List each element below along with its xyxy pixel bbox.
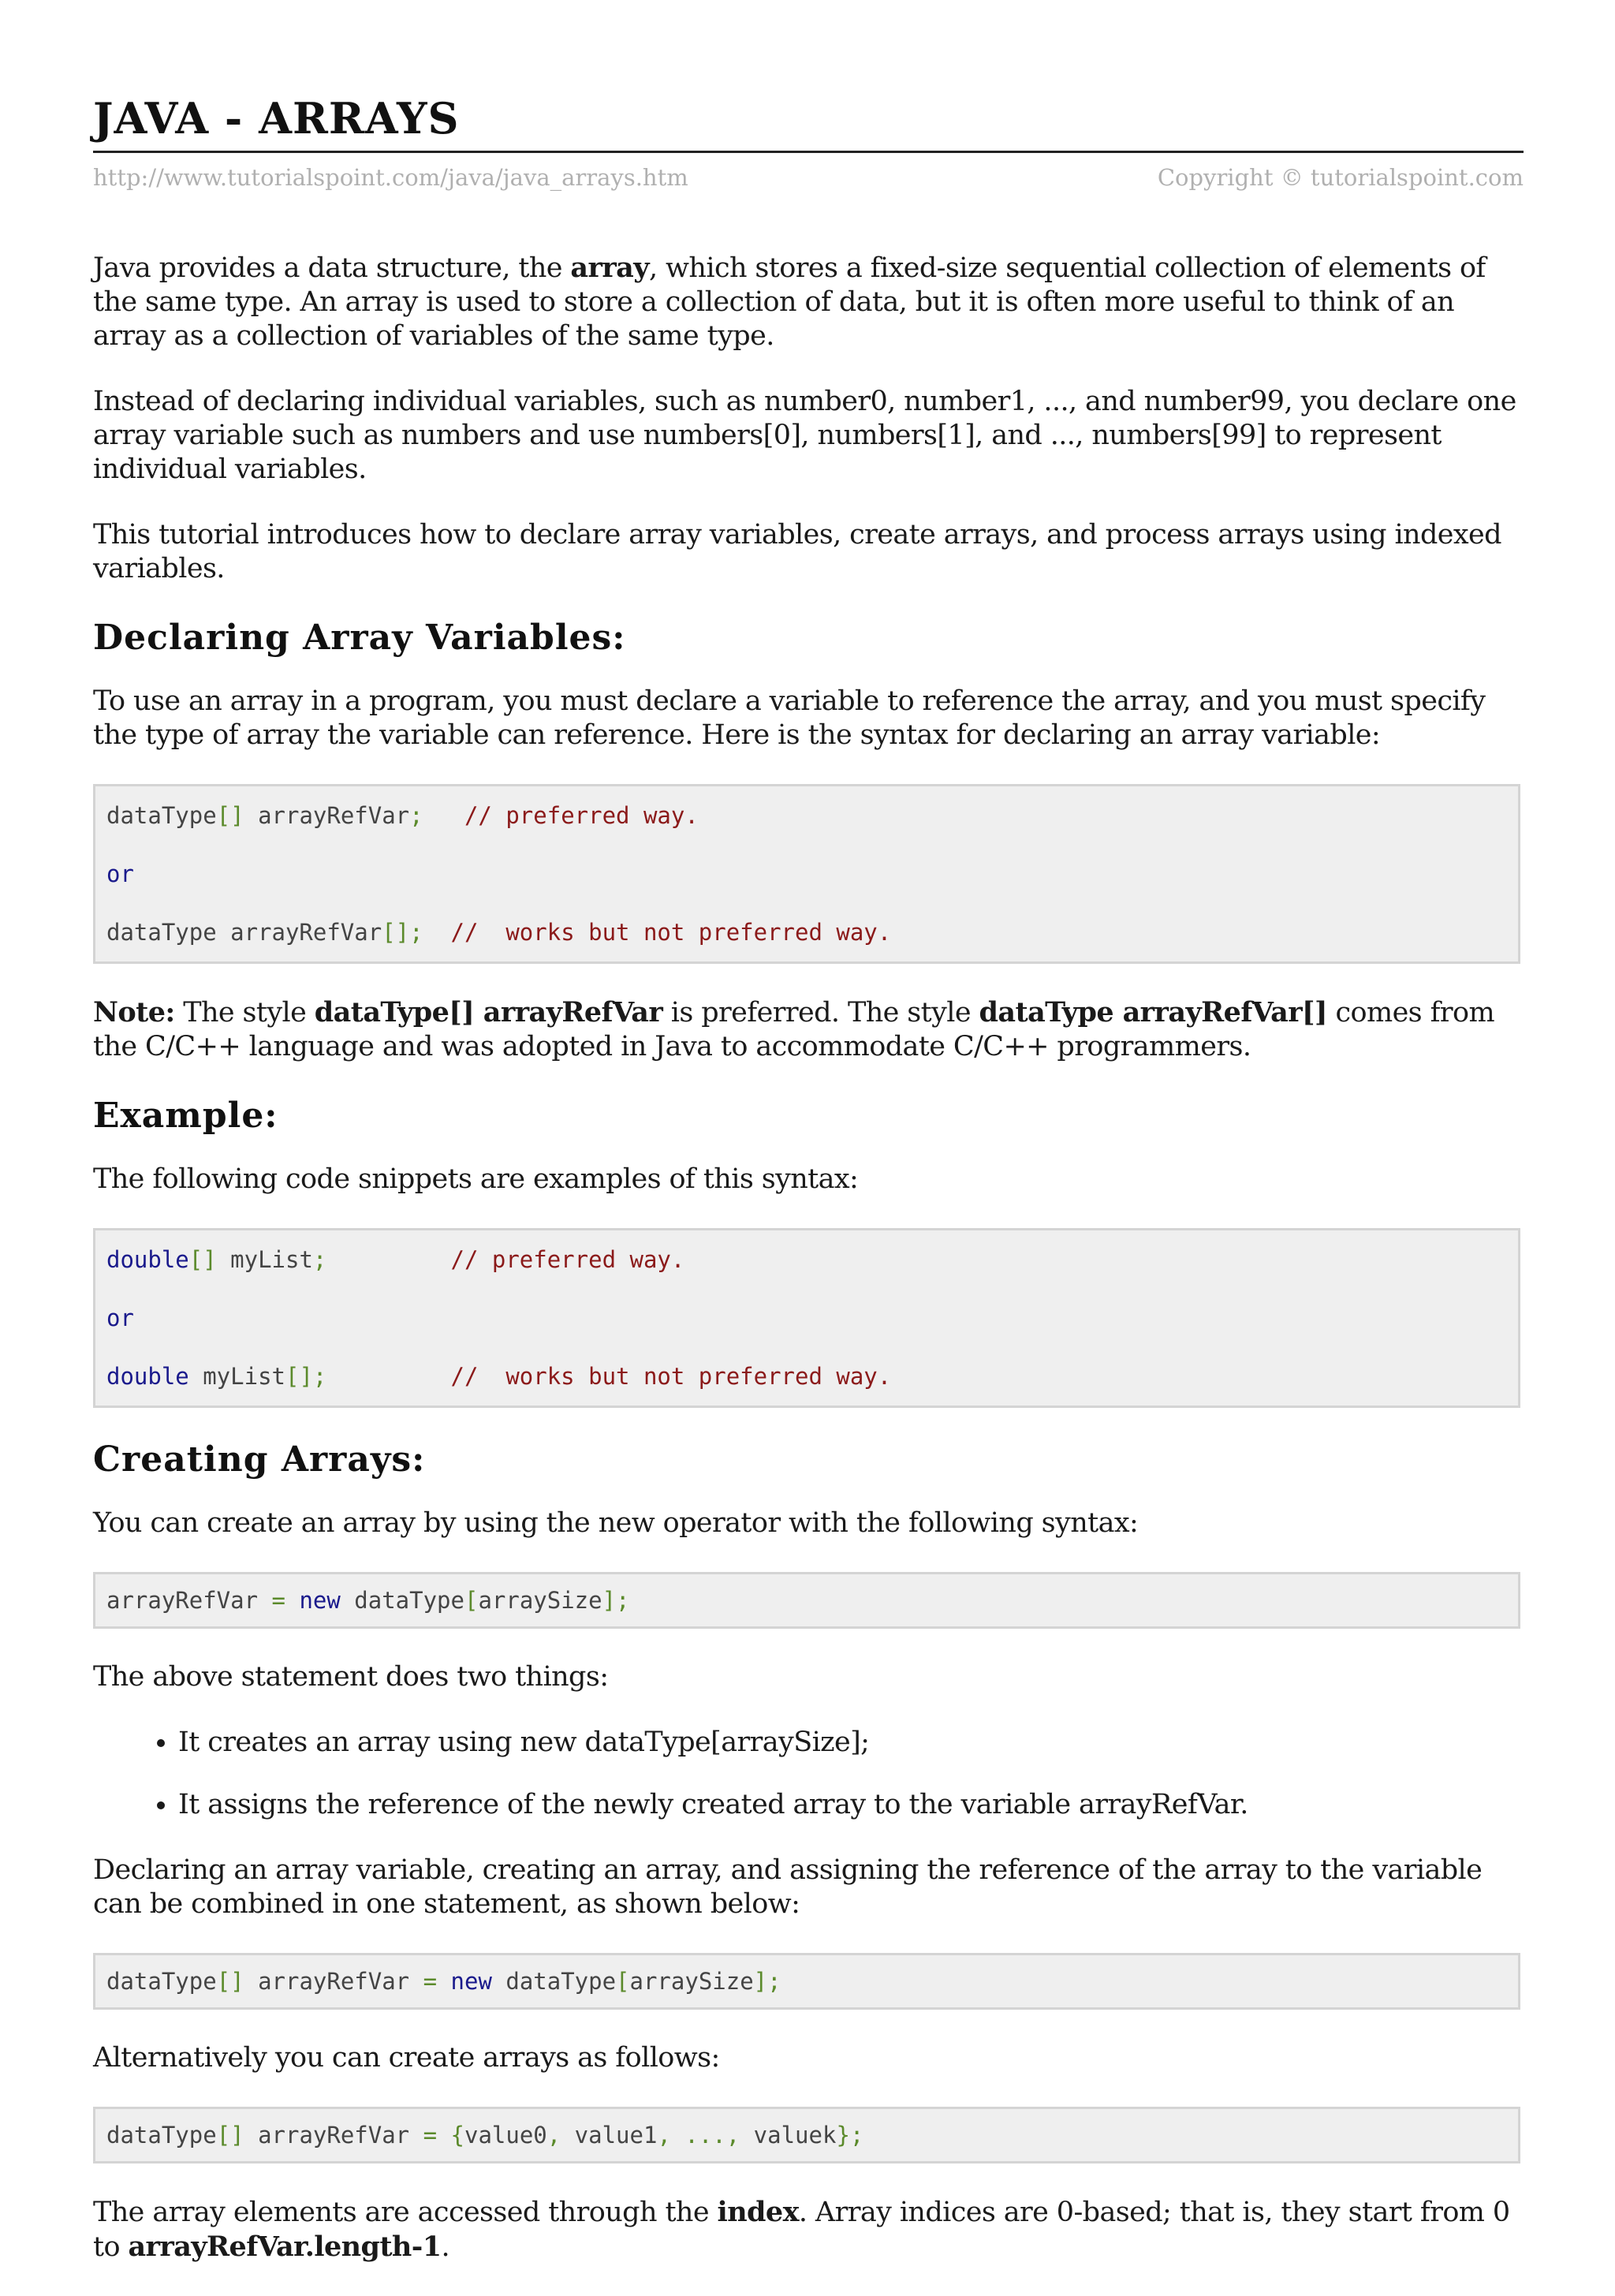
heading-declaring: Declaring Array Variables:	[93, 618, 626, 658]
example-paragraph: The following code snippets are examples of this syntax:	[93, 1163, 859, 1195]
code-comment: // works but not preferred way.	[423, 919, 892, 946]
code-line	[106, 2119, 1507, 2152]
creating-paragraph-3: Declaring an array variable, creating an array, and assigning the reference of the array to the variable can be combined in one statement, as shown below:	[93, 1854, 1483, 1920]
list-item: • It assigns the reference of the newly created array to the variable arrayRefVar.	[178, 1788, 1524, 1822]
code-line-or: or	[106, 1305, 134, 1331]
page-title: JAVA - ARRAYS	[93, 93, 460, 144]
code-token: []	[188, 1246, 217, 1273]
note-bold: dataType arrayRefVar[]	[979, 996, 1327, 1029]
note-text: The style	[174, 997, 315, 1029]
code-keyword: new	[437, 1968, 492, 1995]
code-token: []	[216, 802, 244, 829]
code-token: value0	[464, 2122, 547, 2149]
list-item: • It creates an array using new dataType[arraySize];	[178, 1726, 1524, 1760]
index-bold: arrayRefVar.length-1	[128, 2231, 442, 2263]
intro-text: Java provides a data structure, the	[93, 252, 571, 284]
code-token: arraySize	[629, 1968, 754, 1995]
index-text: .	[441, 2231, 449, 2263]
creating-paragraph-4: Alternatively you can create arrays as follows:	[93, 2042, 720, 2074]
code-token: ;	[312, 1246, 327, 1273]
source-url[interactable]: http://www.tutorialspoint.com/java/java_arrays.htm	[93, 164, 688, 191]
code-block-new	[93, 1572, 1520, 1629]
code-token: dataType	[106, 1968, 217, 1995]
note-bold: dataType[] arrayRefVar	[314, 996, 663, 1029]
code-token: [];	[382, 919, 423, 946]
code-token: dataType	[491, 1968, 617, 1995]
code-token: =	[423, 2122, 438, 2149]
intro-paragraph-1	[93, 251, 1524, 353]
code-token: dataType	[106, 802, 217, 829]
code-line	[106, 1965, 1507, 1998]
code-keyword: double	[106, 1363, 189, 1390]
code-token: ,	[546, 2122, 561, 2149]
code-token: ;	[409, 802, 423, 829]
code-token: arrayRefVar	[244, 802, 410, 829]
declaring-paragraph: To use an array in a program, you must declare a variable to reference the array, and you must specify the type of array the variable can reference. Here is the syntax for declaring an array variable:	[93, 685, 1486, 751]
copyright-notice: Copyright © tutorialspoint.com	[1157, 164, 1524, 191]
note-paragraph	[93, 995, 1524, 1064]
code-keyword: new	[285, 1587, 341, 1614]
code-block-initializer	[93, 2107, 1520, 2163]
code-line	[106, 1584, 1507, 1617]
code-line	[106, 796, 1507, 854]
note-text: comes from the C/C++ language and was adopted in Java to accommodate C/C++ programmers.	[93, 997, 1495, 1062]
creating-paragraph-2: The above statement does two things:	[93, 1661, 609, 1693]
intro-text: , which stores a fixed-size sequential collection of elements of the same type. An array is used to store a collection of data, but it is often more useful to think of an array as a collection of variables of the same type.	[93, 252, 1486, 352]
code-token: dataType	[340, 1587, 464, 1614]
code-token: ...	[670, 2122, 726, 2149]
code-token: myList	[216, 1246, 313, 1273]
heading-creating: Creating Arrays:	[93, 1439, 426, 1480]
code-token: []	[216, 1968, 244, 1995]
code-token: dataType arrayRefVar	[106, 919, 382, 946]
code-token: ,	[657, 2122, 671, 2149]
article-body	[93, 251, 1524, 2296]
code-token: value1	[561, 2122, 658, 2149]
creating-bullet-list	[93, 1726, 1524, 1822]
code-token: arrayRefVar	[106, 1587, 272, 1614]
code-token: ];	[753, 1968, 781, 1995]
code-block-declaring	[93, 784, 1520, 964]
heading-example: Example:	[93, 1096, 278, 1136]
note-text: is preferred. The style	[662, 997, 979, 1029]
code-token: arraySize	[478, 1587, 602, 1614]
code-token: arrayRefVar	[244, 1968, 423, 1995]
code-line	[106, 1240, 1507, 1298]
intro-bold-array: array	[570, 252, 649, 284]
code-token: dataType	[106, 2122, 217, 2149]
index-paragraph	[93, 2195, 1524, 2264]
index-bold: index	[717, 2196, 799, 2228]
code-token: =	[271, 1587, 285, 1614]
code-comment: // works but not preferred way.	[326, 1363, 892, 1390]
code-token: arrayRefVar	[244, 2122, 423, 2149]
code-token: {	[437, 2122, 464, 2149]
index-text: . Array indices are 0-based; that is, they start from 0 to	[93, 2197, 1510, 2263]
code-comment: // preferred way.	[326, 1246, 685, 1273]
code-token: };	[836, 2122, 864, 2149]
code-token: []	[216, 2122, 244, 2149]
code-token: [];	[285, 1363, 327, 1390]
code-block-combined	[93, 1953, 1520, 2010]
code-token: ,	[725, 2122, 740, 2149]
code-line	[106, 913, 1507, 952]
code-token: ];	[602, 1587, 630, 1614]
code-token: myList	[188, 1363, 285, 1390]
code-token: [	[616, 1968, 630, 1995]
code-token: valuek	[740, 2122, 837, 2149]
code-comment: // preferred way.	[423, 802, 699, 829]
intro-paragraph-2: Instead of declaring individual variables, such as number0, number1, ..., and number99, you declare one array variable such as numbers and use numbers[0], numbers[1], and ..., numbers[99] to represent individual variables.	[93, 386, 1516, 485]
intro-paragraph-3: This tutorial introduces how to declare array variables, create arrays, and process arrays using indexed variables.	[93, 519, 1501, 584]
code-keyword: double	[106, 1246, 189, 1273]
code-line	[106, 1357, 1507, 1396]
code-block-example	[93, 1228, 1520, 1408]
index-text: The array elements are accessed through the	[93, 2197, 718, 2228]
note-label: Note:	[93, 996, 175, 1029]
code-token: =	[423, 1968, 438, 1995]
title-rule	[93, 151, 1524, 153]
code-line-or: or	[106, 861, 134, 887]
creating-paragraph: You can create an array by using the new operator with the following syntax:	[93, 1507, 1139, 1539]
code-token: [	[464, 1587, 479, 1614]
